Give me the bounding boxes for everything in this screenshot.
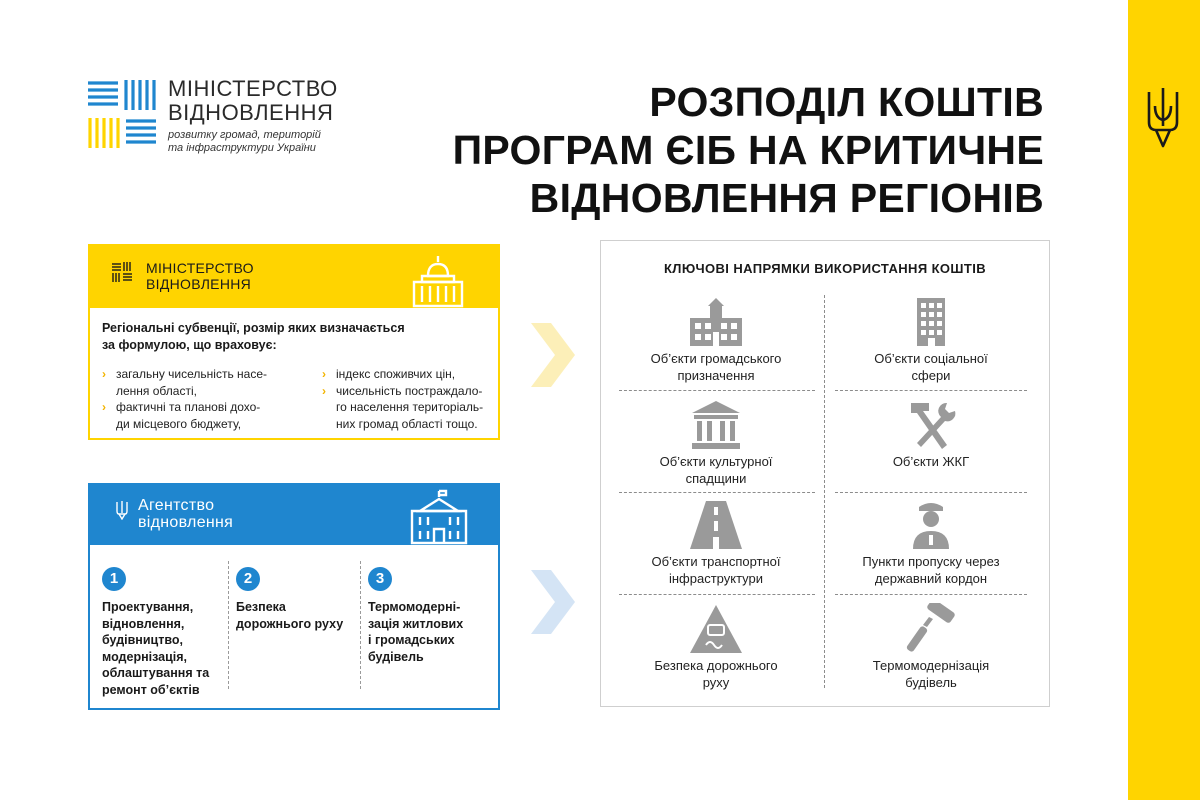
ministry-card: [88, 244, 500, 440]
direction-item: [616, 296, 816, 391]
direction-label-line: державний кордон: [874, 571, 988, 586]
direction-label: [831, 657, 1031, 691]
step-text-line: Проектування,: [102, 600, 194, 614]
direction-label-line: Об’єкти громадського: [650, 351, 782, 366]
step-text: [102, 599, 209, 698]
list-item: [322, 366, 492, 383]
chevron-right-icon: ›: [322, 367, 326, 381]
ministry-logo-title-line: ВІДНОВЛЕННЯ: [168, 100, 334, 125]
direction-label-line: Пункти пропуску через: [862, 554, 1000, 569]
direction-label-line: будівель: [905, 675, 957, 690]
museum-icon: [688, 399, 744, 451]
step-number-badge: 1: [102, 567, 126, 591]
step-number-badge: 3: [368, 567, 392, 591]
direction-label: [616, 453, 816, 487]
page-title: [400, 78, 1044, 222]
direction-label-line: інфраструктури: [668, 571, 764, 586]
list-item-line: чисельність постраждало-: [336, 383, 483, 398]
direction-item: [831, 399, 1031, 494]
trident-icon: [1146, 86, 1180, 150]
direction-label-line: Об’єкти транспортної: [651, 554, 781, 569]
ministry-logo-subtitle-line: та інфраструктури України: [168, 142, 316, 154]
direction-label: [616, 350, 816, 384]
ministry-card-title-line: ВІДНОВЛЕННЯ: [146, 276, 252, 292]
row-divider: [835, 594, 1027, 595]
ministry-logo-title: [168, 77, 338, 125]
step-divider: [360, 561, 361, 689]
ministry-card-header: [90, 246, 498, 308]
government-building-icon: [408, 489, 470, 545]
direction-label: [616, 657, 816, 691]
direction-label-line: Об’єкти культурної: [659, 454, 773, 469]
border-guard-icon: [903, 499, 959, 551]
agency-card-title-line: відновлення: [138, 514, 234, 531]
step-text: [236, 599, 343, 632]
direction-label: [616, 553, 816, 587]
ministry-card-lead-line: за формулою, що враховує:: [102, 338, 277, 352]
row-divider: [619, 594, 815, 595]
direction-label: [831, 350, 1031, 384]
direction-label: [831, 553, 1031, 587]
direction-label-line: Об’єкти ЖКГ: [892, 454, 970, 469]
public-building-icon: [688, 296, 744, 348]
list-item-line: го населення територіаль-: [336, 400, 484, 414]
step-text-line: модернізація,: [102, 649, 188, 664]
step-text-line: ремонт об’єктів: [102, 682, 200, 697]
ministry-logo-mark-icon: [88, 80, 156, 148]
direction-label-line: Об’єкти соціальної: [874, 351, 988, 366]
step-text-line: Термомодерні-: [368, 600, 461, 614]
chevron-right-icon: [527, 323, 575, 387]
direction-label-line: Безпека дорожнього: [654, 658, 778, 673]
direction-item: [616, 499, 816, 594]
list-item: [322, 383, 492, 433]
step-text-line: зація житлових: [368, 616, 464, 631]
list-item: [102, 366, 312, 399]
panel-title: КЛЮЧОВІ НАПРЯМКИ ВИКОРИСТАННЯ КОШТІВ: [663, 261, 987, 276]
step-text-line: Безпека: [236, 600, 286, 614]
step-card: [102, 561, 222, 697]
chevron-right-icon: ›: [102, 367, 106, 381]
ministry-card-lead: [102, 320, 422, 354]
list-item-line: індекс споживчих цін,: [336, 367, 456, 381]
ministry-card-lead-line: Регіональні субвенції, розмір яких визначається: [102, 321, 405, 335]
agency-card-title: [138, 497, 233, 531]
agency-card-header: [90, 485, 498, 545]
agency-card: [88, 483, 500, 710]
direction-item: [831, 296, 1031, 391]
direction-label-line: спадщини: [685, 471, 747, 486]
direction-label-line: руху: [702, 675, 730, 690]
ministry-logo: [88, 77, 348, 157]
list-item-line: ди місцевого бюджету,: [116, 416, 242, 431]
agency-card-title-line: Агентство: [138, 497, 215, 514]
list-item: [102, 399, 312, 432]
paint-roller-icon: [903, 603, 959, 655]
key-directions-panel: [600, 240, 1050, 707]
page-title-line: ПРОГРАМ ЄІБ НА КРИТИЧНЕ: [452, 127, 1044, 173]
direction-label-line: Термомодернізація: [872, 658, 990, 673]
criteria-list-right: [322, 366, 492, 432]
list-item-line: фактичні та планові дохо-: [116, 400, 261, 414]
office-tower-icon: [903, 296, 959, 348]
chevron-right-icon: ›: [102, 400, 106, 414]
step-text-line: і громадських: [368, 633, 455, 647]
ministry-card-title-line: МІНІСТЕРСТВО: [146, 260, 254, 276]
step-card: [368, 561, 488, 691]
direction-label: [831, 453, 1031, 470]
direction-label-line: призначення: [677, 368, 755, 383]
list-item-line: загальну чисельність насе-: [116, 367, 268, 381]
step-text-line: будівель: [368, 649, 424, 664]
direction-item: [616, 603, 816, 698]
ministry-card-title: [146, 260, 254, 292]
trident-small-icon: [116, 500, 128, 520]
step-text-line: будівництво,: [102, 633, 183, 647]
page-title-line: РОЗПОДІЛ КОШТІВ: [649, 79, 1044, 125]
hammer-wrench-icon: [903, 399, 959, 451]
direction-label-line: сфери: [911, 368, 951, 383]
road-icon: [688, 499, 744, 551]
chevron-right-icon: ›: [322, 383, 326, 398]
step-card: [236, 561, 356, 691]
ministry-logo-title-line: МІНІСТЕРСТВО: [168, 76, 338, 101]
parliament-building-icon: [408, 252, 468, 308]
list-item-line: них громад області тощо.: [336, 416, 478, 431]
direction-item: [831, 499, 1031, 594]
step-text: [368, 599, 463, 665]
panel-divider: [824, 295, 825, 688]
page-title-line: ВІДНОВЛЕННЯ РЕГІОНІВ: [529, 175, 1044, 221]
list-item-line: лення області,: [116, 383, 197, 398]
step-text-line: відновлення,: [102, 616, 185, 631]
slippery-road-sign-icon: [688, 603, 744, 655]
step-divider: [228, 561, 229, 689]
direction-item: [616, 399, 816, 494]
step-text-line: облаштування та: [102, 666, 210, 680]
chevron-right-icon: [527, 570, 575, 634]
step-number-badge: 2: [236, 567, 260, 591]
criteria-list-left: [102, 366, 312, 432]
ministry-logo-subtitle: [168, 129, 321, 155]
direction-item: [831, 603, 1031, 698]
ministry-logo-subtitle-line: розвитку громад, територій: [168, 129, 321, 141]
ministry-mini-logo-icon: [112, 262, 132, 282]
step-text-line: дорожнього руху: [236, 616, 344, 631]
